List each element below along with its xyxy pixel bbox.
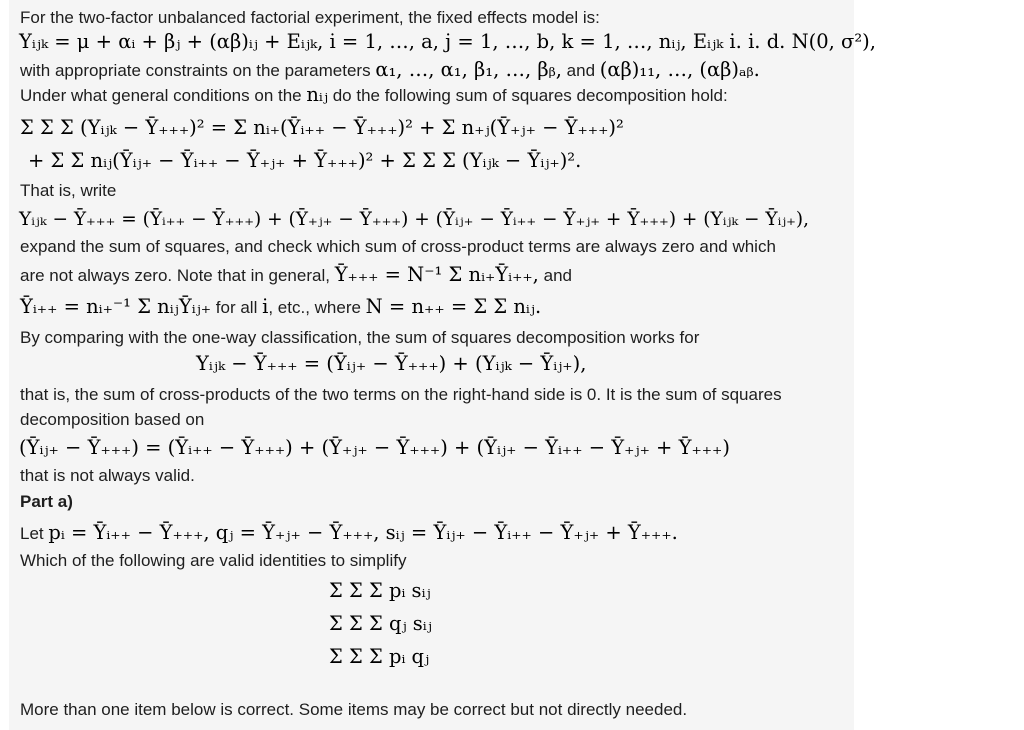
let-text <box>20 523 678 544</box>
let-math: pᵢ = Ȳᵢ₊₊ − Ȳ₊₊₊, qⱼ = Ȳ₊ⱼ₊ − Ȳ₊₊₊, sᵢⱼ = Ȳᵢⱼ₊ − Ȳᵢ₊₊ − Ȳ₊ⱼ₊ + Ȳ₊₊₊. <box>48 521 678 544</box>
ss-equation-line1: Σ Σ Σ (Yᵢⱼₖ − Ȳ₊₊₊)² = Σ nᵢ₊(Ȳᵢ₊₊ − Ȳ₊₊₊)² + Σ n₊ⱼ(Ȳ₊ⱼ₊ − Ȳ₊₊₊)² <box>20 116 624 139</box>
cross-text-line1: that is, the sum of cross-products of the two terms on the right-hand side is 0. It is the sum of squares <box>20 385 782 404</box>
oneway-equation: Yᵢⱼₖ − Ȳ₊₊₊ = (Ȳᵢⱼ₊ − Ȳ₊₊₊) + (Yᵢⱼₖ − Ȳᵢⱼ₊), <box>196 352 587 375</box>
sum-expression-q-s: Σ Σ Σ qⱼ sᵢⱼ <box>329 612 432 635</box>
ybar-math-i: i <box>262 295 269 318</box>
sum-expression-p-q: Σ Σ Σ pᵢ qⱼ <box>329 645 430 668</box>
constraints-prefix: with appropriate constraints on the parameters <box>20 61 376 80</box>
constraints-text <box>20 60 760 81</box>
let-prefix: Let <box>20 524 49 543</box>
footer-note: More than one item below is correct. Some items may be correct but not directly needed. <box>20 700 688 719</box>
constraints-and: and <box>561 61 600 80</box>
cross-text-line2: decomposition based on <box>20 410 205 429</box>
based-equation: (Ȳᵢⱼ₊ − Ȳ₊₊₊) = (Ȳᵢ₊₊ − Ȳ₊₊₊) + (Ȳ₊ⱼ₊ − Ȳ₊₊₊) + (Ȳᵢⱼ₊ − Ȳᵢ₊₊ − Ȳ₊ⱼ₊ + Ȳ₊₊₊) <box>19 436 730 459</box>
decomposition-equation: Yᵢⱼₖ − Ȳ₊₊₊ = (Ȳᵢ₊₊ − Ȳ₊₊₊) + (Ȳ₊ⱼ₊ − Ȳ₊₊₊) + (Ȳᵢⱼ₊ − Ȳᵢ₊₊ − Ȳ₊ⱼ₊ + Ȳ₊₊₊) + (Yᵢⱼₖ − Ȳᵢⱼ₊), <box>19 209 810 230</box>
note-math: Ȳ₊₊₊ = N⁻¹ Σ nᵢ₊Ȳᵢ₊₊, <box>334 263 539 286</box>
question-math: nᵢⱼ <box>306 83 328 106</box>
not-valid-text: that is not always valid. <box>20 466 195 485</box>
question-prefix: Under what general conditions on the <box>20 86 307 105</box>
which-text: Which of the following are valid identities to simplify <box>20 551 407 570</box>
question-suffix: do the following sum of squares decomposition hold: <box>328 86 728 105</box>
ybar-text <box>20 297 541 318</box>
ybar-math: Ȳᵢ₊₊ = nᵢ₊⁻¹ Σ nᵢⱼȲᵢⱼ₊ <box>20 295 212 318</box>
model-equation: Yᵢⱼₖ = μ + αᵢ + βⱼ + (αβ)ᵢⱼ + Eᵢⱼₖ, i = 1, …, a, j = 1, …, b, k = 1, …, nᵢⱼ, Eᵢⱼₖ i. i. d. N(0, σ²), <box>19 30 876 53</box>
expand-text: expand the sum of squares, and check which sum of cross-product terms are always zero and which <box>20 237 776 256</box>
note-text <box>20 265 572 286</box>
note-suffix: and <box>538 266 572 285</box>
part-a-heading: Part a) <box>20 492 73 511</box>
compare-text: By comparing with the one-way classification, the sum of squares decomposition works for <box>20 328 700 347</box>
that-is-write: That is, write <box>20 181 117 200</box>
constraints-math: α₁, …, α₁, β₁, …, βᵦ, <box>375 58 562 81</box>
ybar-math-n: N = n₊₊ = Σ Σ nᵢⱼ. <box>365 295 542 318</box>
note-prefix: are not always zero. Note that in general, <box>20 266 335 285</box>
question-text <box>20 85 728 106</box>
ybar-middle: for all <box>211 298 263 317</box>
ss-equation-line2: + Σ Σ nᵢⱼ(Ȳᵢⱼ₊ − Ȳᵢ₊₊ − Ȳ₊ⱼ₊ + Ȳ₊₊₊)² + Σ Σ Σ (Yᵢⱼₖ − Ȳᵢⱼ₊)². <box>28 149 582 172</box>
ybar-etc: , etc., where <box>268 298 366 317</box>
intro-text: For the two-factor unbalanced factorial experiment, the fixed effects model is: <box>20 8 600 27</box>
sum-expression-p-s: Σ Σ Σ pᵢ sᵢⱼ <box>329 579 431 602</box>
constraints-math2: (αβ)₁₁, …, (αβ)ₐᵦ. <box>599 58 760 81</box>
